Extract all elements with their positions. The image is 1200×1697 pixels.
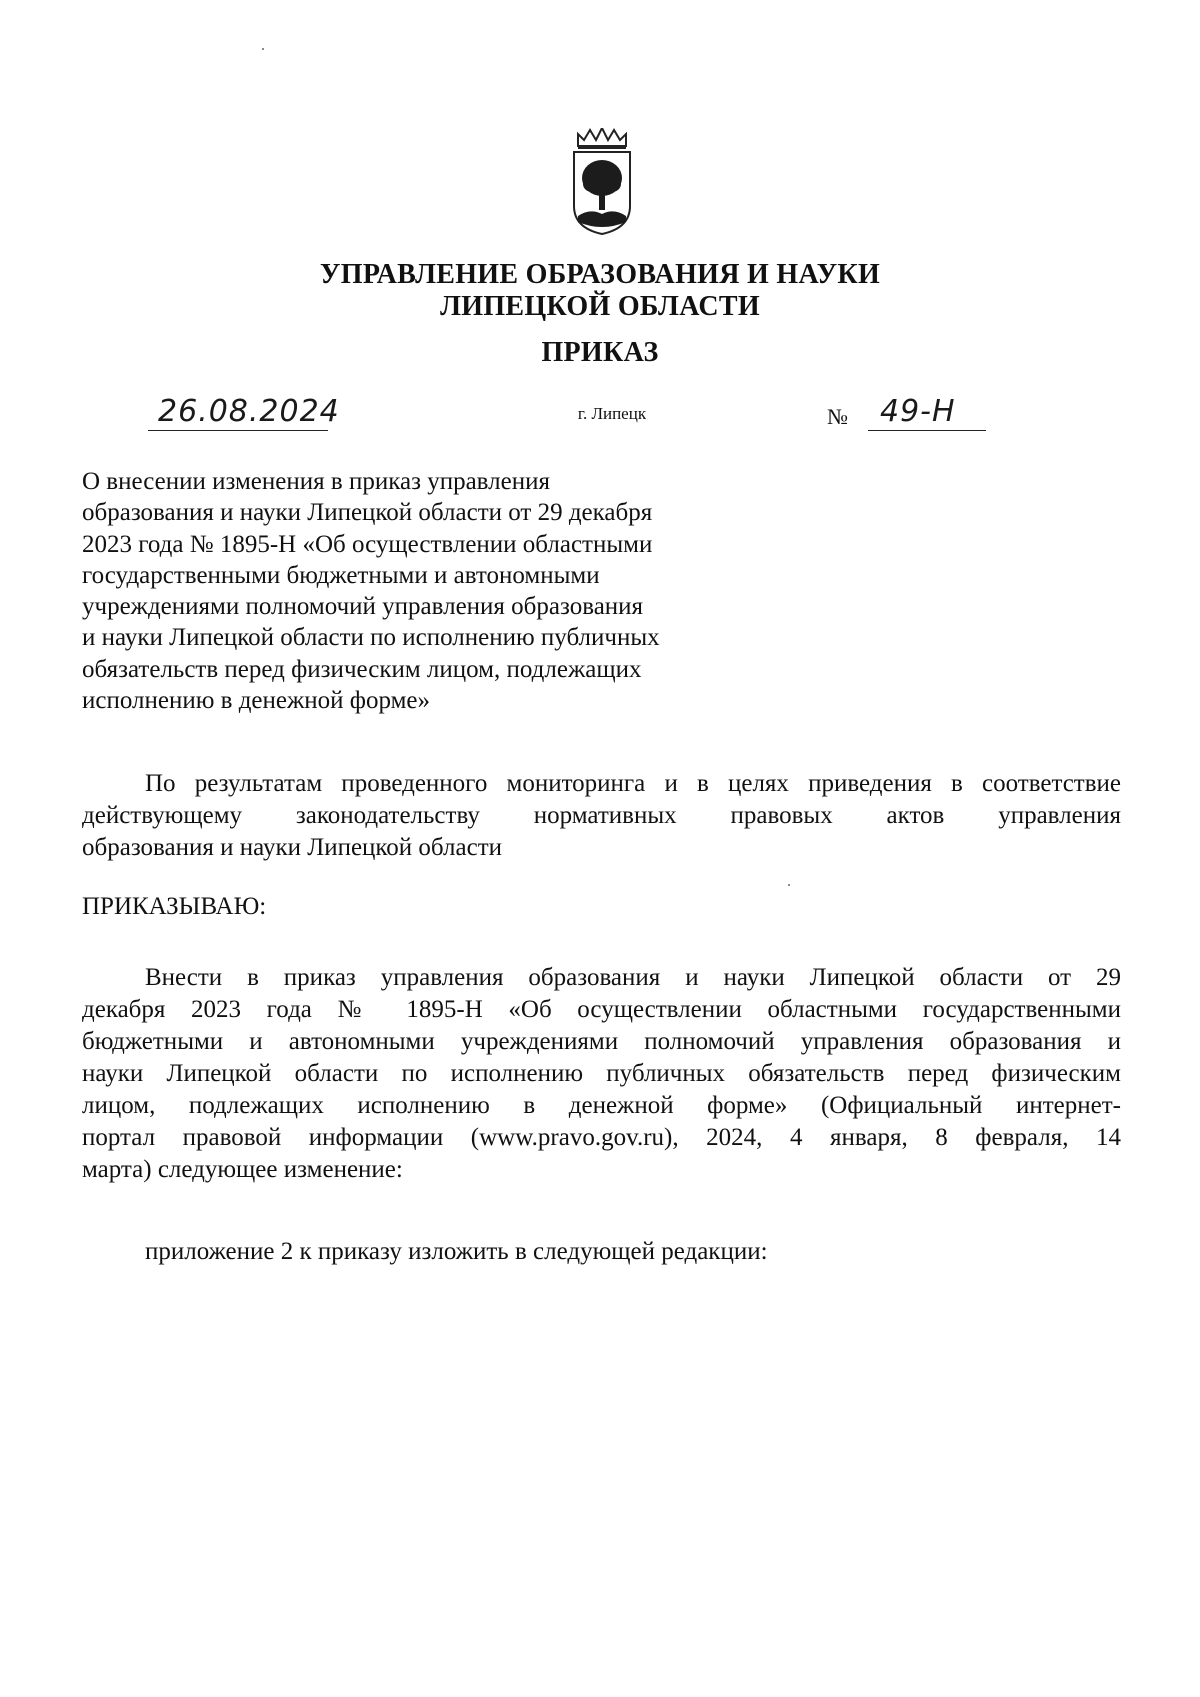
clause-line: марта) следующее изменение: — [82, 1156, 403, 1183]
handwritten-order-number: 49-Н — [880, 394, 956, 429]
lipetsk-coat-of-arms-icon — [570, 128, 634, 236]
subject-line: О внесении изменения в приказ управления — [82, 468, 550, 495]
organization-title-line1: УПРАВЛЕНИЕ ОБРАЗОВАНИЯ И НАУКИ — [319, 259, 881, 290]
date-underline — [148, 430, 328, 431]
scan-speck — [788, 884, 790, 886]
subject-line: государственными бюджетными и автономными — [82, 561, 600, 589]
subject-line: учреждениями полномочий управления образования — [82, 593, 644, 621]
subject-line: обязательств перед физическим лицом, подлежащих — [82, 655, 642, 683]
subject-line: исполнению в денежной форме» — [82, 687, 431, 715]
order-directive-word: ПРИКАЗЫВАЮ: — [82, 893, 267, 920]
clause-paragraph — [82, 962, 1121, 1186]
document-type-title: ПРИКАЗ — [541, 337, 659, 368]
subject-line: образования и науки Липецкой области от 29 декабря — [82, 499, 653, 527]
organization-title-line2: ЛИПЕЦКОЙ ОБЛАСТИ — [440, 291, 760, 322]
clause-line: лицом, подлежащих исполнению в денежной форме» (Официальный интернет- — [82, 1092, 1121, 1119]
handwritten-date: 26.08.2024 — [158, 394, 340, 429]
subject-line: и науки Липецкой области по исполнению публичных — [82, 624, 660, 652]
place-of-issue: г. Липецк — [577, 404, 647, 423]
clause-line: Внести в приказ управления образования и науки Липецкой области от 29 — [145, 964, 1121, 991]
subject-line: 2023 года № 1895-Н «Об осуществлении областными — [82, 530, 653, 558]
preamble-line: действующему законодательству нормативных правовых актов управления — [82, 802, 1121, 829]
preamble-paragraph — [82, 768, 1121, 864]
number-label: № — [827, 404, 848, 429]
number-underline — [868, 430, 986, 431]
preamble-line: образования и науки Липецкой области — [82, 834, 502, 861]
scan-speck — [262, 48, 264, 50]
order-subject — [82, 466, 782, 716]
clause-line: декабря 2023 года № 1895-Н «Об осуществлении областными государственными — [82, 996, 1121, 1023]
preamble-line: По результатам проведенного мониторинга и в целях приведения в соответствие — [145, 770, 1121, 797]
amendment-statement: приложение 2 к приказу изложить в следующей редакции: — [145, 1238, 768, 1265]
clause-line: бюджетными и автономными учреждениями полномочий управления образования и — [82, 1028, 1121, 1055]
clause-line: портал правовой информации (www.pravo.gov.ru), 2024, 4 января, 8 февраля, 14 — [82, 1124, 1121, 1151]
clause-line: науки Липецкой области по исполнению публичных обязательств перед физическим — [82, 1060, 1121, 1087]
